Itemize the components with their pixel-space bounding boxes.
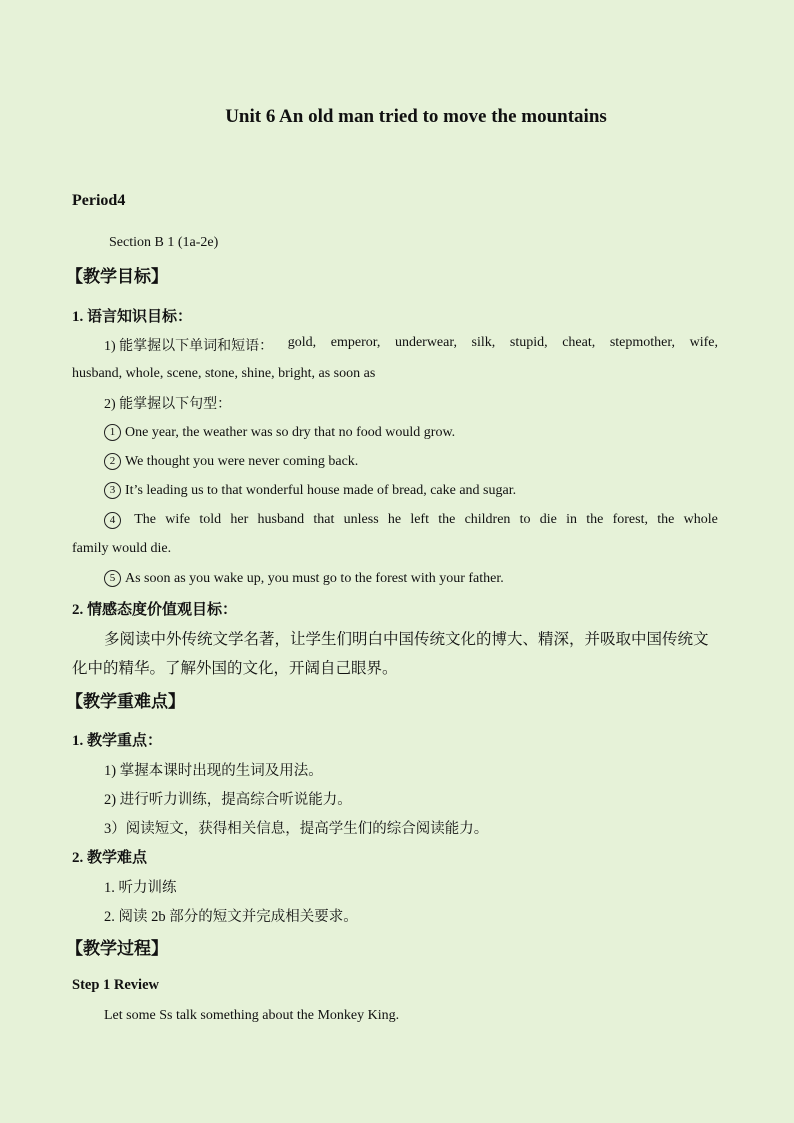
sentence-3 (104, 482, 516, 499)
goal1-item1-label: 1) 能掌握以下单词和短语： (104, 339, 274, 354)
goal1-item1-words-cont: husband, whole, scene, stone, shine, bright, as soon as (72, 366, 376, 381)
step1-label: Step 1 Review (72, 977, 159, 993)
heading-key-points: 【教学重难点】 (66, 692, 185, 711)
key1-item: 3）阅读短文，获得相关信息，提高学生们的综合阅读能力。 (104, 821, 489, 837)
sentence-2 (104, 453, 358, 470)
sentence-1 (104, 424, 455, 441)
word: stepmother, (609, 335, 675, 350)
sentence-text: As soon as you wake up, you must go to the forest with your father. (125, 571, 504, 586)
goal1-item1 (104, 335, 718, 355)
word: husband (257, 512, 305, 527)
goal1-label: 1. 语言知识目标： (72, 309, 193, 325)
word: the (586, 512, 604, 527)
circled-number: 1 (104, 424, 121, 441)
sentence-5 (104, 570, 504, 587)
sentence-4-cont: family would die. (72, 541, 172, 556)
key2-item: 2. 阅读 2b 部分的短文并完成相关要求。 (104, 909, 358, 925)
key1-item: 1) 掌握本课时出现的生词及用法。 (104, 763, 323, 779)
goal2-text-line1: 多阅读中外传统文学名著，让学生们明白中国传统文化的博大、精深，并吸取中国传统文 (104, 631, 709, 648)
word: gold, (287, 335, 317, 350)
word: the (438, 512, 456, 527)
word: children (464, 512, 511, 527)
word: to (519, 512, 531, 527)
word: her (230, 512, 249, 527)
word: wife (165, 512, 191, 527)
circled-number: 3 (104, 482, 121, 499)
word: underwear, (394, 335, 457, 350)
goal1-item2-label: 2) 能掌握以下句型： (104, 397, 232, 412)
period-label: Period4 (72, 192, 126, 209)
goal2-text-line2: 化中的精华。了解外国的文化，开阔自己眼界。 (72, 660, 398, 677)
page-title: Unit 6 An old man tried to move the mountains (225, 106, 607, 127)
key2-label: 2. 教学难点 (72, 850, 148, 866)
heading-goals: 【教学目标】 (66, 267, 168, 286)
word: forest, (612, 512, 648, 527)
key1-label: 1. 教学重点： (72, 733, 163, 749)
word: that (313, 512, 335, 527)
heading-process: 【教学过程】 (66, 939, 168, 958)
sentence-text: One year, the weather was so dry that no food would grow. (125, 425, 456, 440)
word: in (566, 512, 578, 527)
sentence-text: We thought you were never coming back. (125, 454, 359, 469)
word: cheat, (562, 335, 596, 350)
word: unless (343, 512, 379, 527)
word: whole (683, 512, 718, 527)
step1-text: Let some Ss talk something about the Monkey King. (104, 1008, 400, 1023)
circled-number: 4 (104, 512, 121, 529)
word: The (134, 512, 156, 527)
section-label: Section B 1 (1a-2e) (109, 235, 219, 250)
key2-item: 1. 听力训练 (104, 880, 177, 896)
circled-number: 2 (104, 453, 121, 470)
word: emperor, (330, 335, 381, 350)
word: die (539, 512, 557, 527)
sentence-4 (104, 512, 718, 529)
word: told (199, 512, 222, 527)
word: stupid, (509, 335, 548, 350)
sentence-text: It’s leading us to that wonderful house made of bread, cake and sugar. (125, 483, 517, 498)
circled-number: 5 (104, 570, 121, 587)
word: he (387, 512, 402, 527)
word: left (410, 512, 429, 527)
word: the (657, 512, 675, 527)
word: silk, (471, 335, 496, 350)
goal2-label: 2. 情感态度价值观目标： (72, 602, 238, 618)
key1-item: 2) 进行听力训练，提高综合听说能力。 (104, 792, 352, 808)
word: wife, (689, 335, 718, 350)
